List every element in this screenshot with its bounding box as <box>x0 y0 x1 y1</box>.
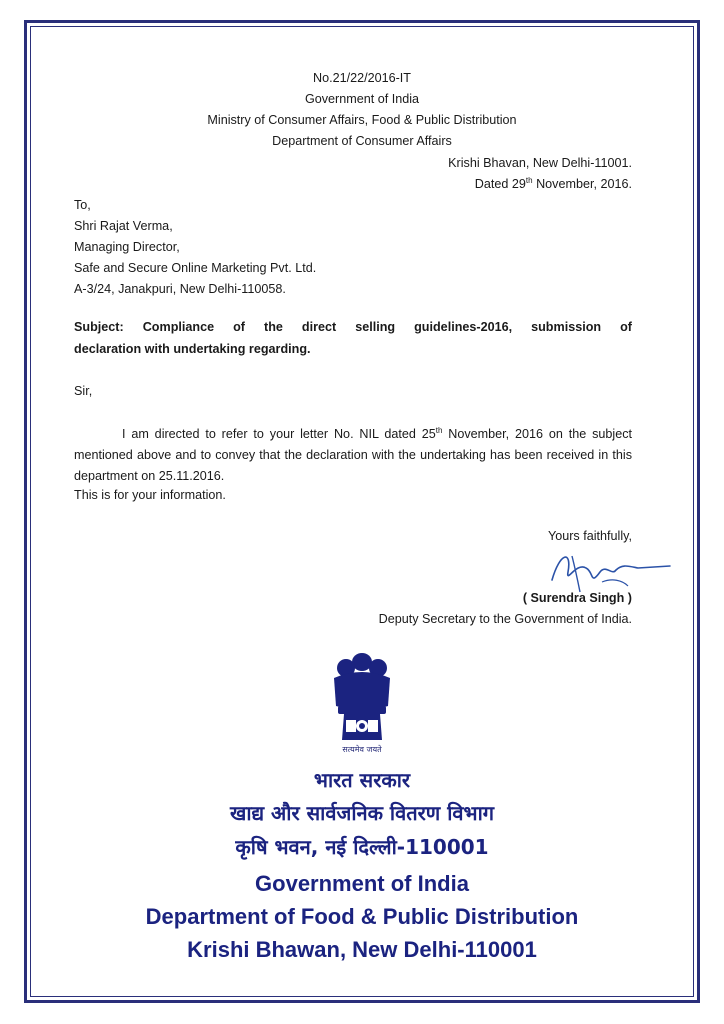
stamp-hindi-line-2: खाद्य और सार्वजनिक वितरण विभाग <box>229 801 495 825</box>
emblem-motto: सत्यमेव जयते <box>342 745 382 754</box>
stamp-english-line-2: Department of Food & Public Distribution <box>145 904 579 929</box>
ministry-heading: Ministry of Consumer Affairs, Food & Public Distribution <box>207 113 517 127</box>
stamp-english-line-3: Krishi Bhawan, New Delhi-110001 <box>187 937 537 962</box>
national-emblem-icon <box>316 648 408 746</box>
subject-line: Subject: Compliance of the direct selling guidelines-2016, submission of <box>74 320 632 334</box>
info-line: This is for your information. <box>74 488 226 502</box>
yours-faithfully: Yours faithfully, <box>547 529 632 543</box>
reference-number: No.21/22/2016-IT <box>312 71 411 85</box>
stamp-english-line-1: Government of India <box>255 871 469 896</box>
recipient-company: Safe and Secure Online Marketing Pvt. Ltd. <box>74 261 317 275</box>
recipient-address: A-3/24, Janakpuri, New Delhi-110058. <box>74 282 286 296</box>
recipient-title: Managing Director, <box>74 240 180 254</box>
signatory-designation: Deputy Secretary to the Government of India. <box>378 612 632 626</box>
stamp-hindi-line-1: भारत सरकार <box>313 768 411 792</box>
body-paragraph: I am directed to refer to your letter No. NIL dated 25th November, 2016 on the subject mentioned above and to convey that the declaration with the undertaking has been received in this department on 25.11.2016. <box>74 425 633 483</box>
stamp-hindi-line-3: कृषि भवन, नई दिल्ली-110001 <box>235 835 489 859</box>
letter-date: Dated 29th November, 2016. <box>474 175 632 191</box>
recipient-to: To, <box>74 198 91 212</box>
signatory-name: ( Surendra Singh ) <box>522 591 632 605</box>
department-heading: Department of Consumer Affairs <box>272 134 452 148</box>
office-address: Krishi Bhavan, New Delhi-11001. <box>448 156 632 170</box>
recipient-name: Shri Rajat Verma, <box>74 219 173 233</box>
subject-line-2: declaration with undertaking regarding. <box>74 342 311 356</box>
government-heading: Government of India <box>304 92 420 106</box>
salutation: Sir, <box>74 384 93 398</box>
